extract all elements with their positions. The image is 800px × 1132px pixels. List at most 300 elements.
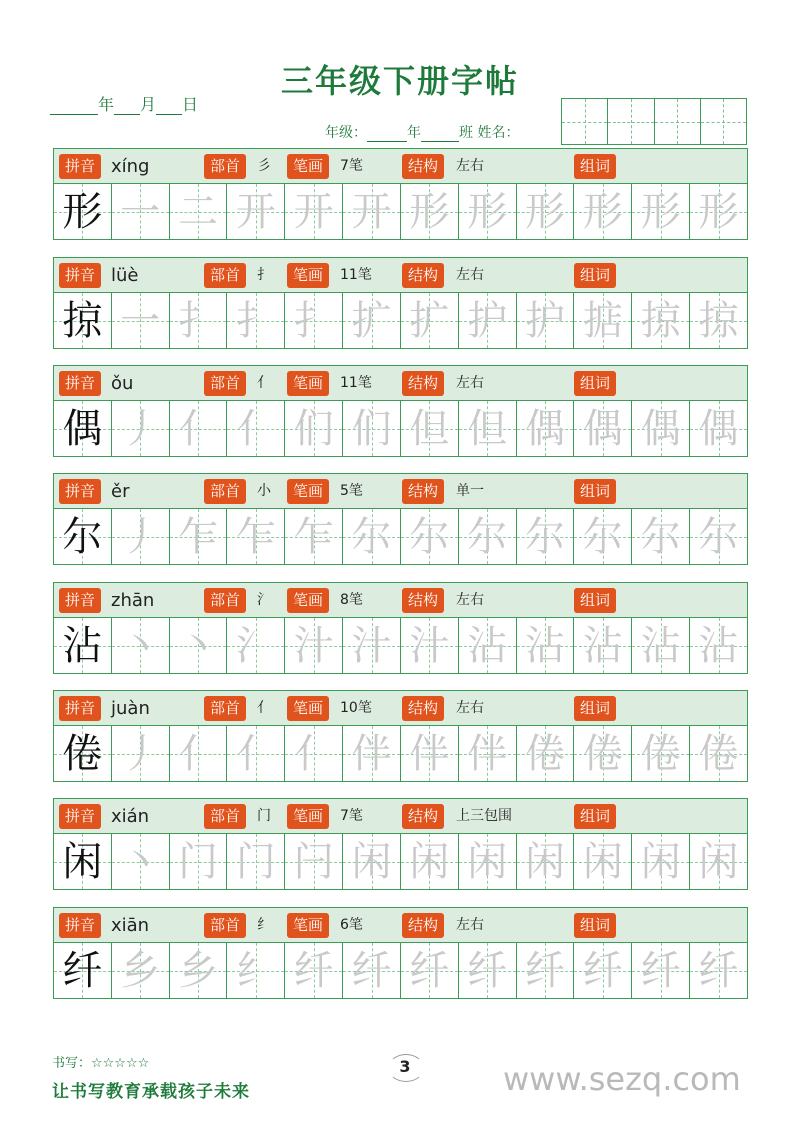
grid-cell[interactable] [401, 618, 459, 673]
trace-stroke: 开 [235, 188, 276, 235]
grid-cell[interactable] [632, 943, 690, 998]
trace-stroke: 倦 [582, 730, 623, 777]
trace-stroke: 扌 [293, 297, 334, 344]
writing-grid [53, 834, 748, 890]
trace-stroke: 纤 [525, 947, 566, 994]
grid-cell[interactable] [227, 509, 285, 564]
grid-cell[interactable] [112, 509, 170, 564]
grid-cell[interactable] [401, 184, 459, 239]
trace-stroke: 丿 [120, 405, 161, 452]
grid-cell[interactable] [574, 293, 632, 348]
pinyin-tag: 拼音 [59, 588, 101, 613]
structure-tag: 结构 [402, 913, 444, 938]
trace-stroke: 倦 [525, 730, 566, 777]
trace-stroke: 尔 [525, 513, 566, 560]
grid-cell[interactable] [517, 509, 575, 564]
year-label: 年 [98, 95, 115, 114]
strokes-value: 8笔 [340, 592, 363, 608]
trace-stroke: 但 [467, 405, 508, 452]
trace-stroke: 开 [351, 188, 392, 235]
grid-cell[interactable] [459, 401, 517, 456]
words-tag: 组词 [574, 479, 616, 504]
trace-stroke: 纤 [293, 947, 334, 994]
grid-cell[interactable] [227, 184, 285, 239]
grid-cell[interactable] [632, 293, 690, 348]
trace-stroke: 氵 [235, 622, 276, 669]
grid-cell[interactable] [632, 401, 690, 456]
strokes-tag: 笔画 [287, 696, 329, 721]
grid-cell[interactable] [285, 834, 343, 889]
trace-stroke: 门 [235, 838, 276, 885]
structure-value: 左右 [456, 267, 484, 283]
trace-stroke: 乡 [178, 947, 219, 994]
pinyin-value: ǒu [111, 373, 134, 394]
grid-cell[interactable] [690, 726, 747, 781]
char-block [53, 798, 748, 890]
radical-tag: 部首 [204, 479, 246, 504]
radical-tag: 部首 [204, 804, 246, 829]
words-tag: 组词 [574, 696, 616, 721]
info-bar [53, 582, 748, 618]
grid-cell[interactable] [112, 943, 170, 998]
trace-stroke: 尔 [698, 513, 739, 560]
grid-cell[interactable] [517, 293, 575, 348]
radical-value: 纟 [257, 917, 271, 933]
info-bar [53, 257, 748, 293]
year-word: 年 [407, 125, 421, 141]
trace-stroke: 闲 [525, 838, 566, 885]
char-block [53, 365, 748, 457]
class-word: 班 [459, 125, 473, 141]
writing-grid [53, 618, 748, 674]
trace-stroke: 尔 [640, 513, 681, 560]
grid-cell-main [54, 184, 112, 239]
trace-stroke: 丶 [120, 622, 161, 669]
char-block [53, 907, 748, 999]
grid-cell[interactable] [459, 726, 517, 781]
grade-label: 年级： [325, 125, 367, 141]
trace-stroke: 伴 [351, 730, 392, 777]
grid-cell[interactable] [517, 726, 575, 781]
grid-cell[interactable] [227, 618, 285, 673]
month-label: 月 [140, 95, 157, 114]
grid-cell[interactable] [343, 834, 401, 889]
main-character: 倦 [62, 730, 103, 777]
grid-cell[interactable] [401, 726, 459, 781]
pinyin-tag: 拼音 [59, 913, 101, 938]
grid-cell[interactable] [285, 726, 343, 781]
structure-value: 左右 [456, 375, 484, 391]
grid-cell[interactable] [112, 618, 170, 673]
grid-cell[interactable] [690, 401, 747, 456]
trace-stroke: 形 [467, 188, 508, 235]
grid-cell[interactable] [401, 401, 459, 456]
pinyin-value: ěr [111, 481, 130, 502]
info-bar [53, 690, 748, 726]
structure-tag: 结构 [402, 588, 444, 613]
words-tag: 组词 [574, 588, 616, 613]
grid-cell[interactable] [401, 509, 459, 564]
grid-cell[interactable] [459, 618, 517, 673]
pinyin-value: xiān [111, 915, 150, 936]
grid-cell[interactable] [227, 401, 285, 456]
trace-stroke: 纤 [409, 947, 450, 994]
grid-cell[interactable] [574, 509, 632, 564]
grid-cell[interactable] [170, 834, 228, 889]
strokes-tag: 笔画 [287, 804, 329, 829]
trace-stroke: 乍 [178, 513, 219, 560]
trace-stroke: 倦 [640, 730, 681, 777]
grid-cell[interactable] [343, 618, 401, 673]
trace-stroke: 亻 [178, 730, 219, 777]
structure-value: 左右 [456, 158, 484, 174]
structure-tag: 结构 [402, 371, 444, 396]
structure-value: 左右 [456, 917, 484, 933]
grid-cell[interactable] [285, 618, 343, 673]
trace-stroke: 伴 [409, 730, 450, 777]
pinyin-tag: 拼音 [59, 154, 101, 179]
trace-stroke: 丶 [178, 622, 219, 669]
writing-grid [53, 726, 748, 782]
grid-cell[interactable] [459, 184, 517, 239]
pinyin-value: xíng [111, 156, 150, 177]
strokes-tag: 笔画 [287, 913, 329, 938]
grid-cell[interactable] [170, 618, 228, 673]
info-bar [53, 148, 748, 184]
grid-cell[interactable] [343, 509, 401, 564]
trace-stroke: 闩 [293, 838, 334, 885]
grid-cell[interactable] [285, 509, 343, 564]
radical-value: 门 [257, 808, 271, 824]
grid-cell[interactable] [690, 509, 747, 564]
radical-value: 亻 [257, 700, 271, 716]
trace-stroke: 沾 [698, 622, 739, 669]
structure-value: 单一 [456, 483, 484, 499]
trace-stroke: 丶 [120, 838, 161, 885]
grid-cell[interactable] [690, 293, 747, 348]
char-block [53, 582, 748, 674]
trace-stroke: 开 [293, 188, 334, 235]
trace-stroke: 闲 [640, 838, 681, 885]
trace-stroke: 倦 [698, 730, 739, 777]
trace-stroke: 偶 [698, 405, 739, 452]
main-character: 闲 [62, 838, 103, 885]
grid-cell[interactable] [690, 834, 747, 889]
grid-cell[interactable] [112, 293, 170, 348]
radical-tag: 部首 [204, 154, 246, 179]
main-character: 纤 [62, 947, 103, 994]
grid-cell[interactable] [285, 184, 343, 239]
trace-stroke: 闲 [582, 838, 623, 885]
structure-value: 左右 [456, 700, 484, 716]
trace-stroke: 亻 [235, 730, 276, 777]
trace-stroke: 乡 [120, 947, 161, 994]
slogan: 让书写教育承载孩子未来 [52, 1082, 250, 1102]
trace-stroke: 汁 [293, 622, 334, 669]
grid-cell[interactable] [112, 834, 170, 889]
strokes-tag: 笔画 [287, 371, 329, 396]
pinyin-tag: 拼音 [59, 263, 101, 288]
pinyin-value: zhān [111, 590, 155, 611]
trace-stroke: 纤 [698, 947, 739, 994]
words-tag: 组词 [574, 371, 616, 396]
grid-cell[interactable] [343, 401, 401, 456]
trace-stroke: 们 [293, 405, 334, 452]
trace-stroke: 纤 [582, 947, 623, 994]
trace-stroke: 尔 [351, 513, 392, 560]
grid-cell[interactable] [632, 834, 690, 889]
grid-cell[interactable] [112, 726, 170, 781]
strokes-tag: 笔画 [287, 154, 329, 179]
trace-stroke: 亻 [293, 730, 334, 777]
grid-cell[interactable] [343, 293, 401, 348]
trace-stroke: 纤 [467, 947, 508, 994]
radical-value: 小 [257, 483, 271, 499]
trace-stroke: 护 [467, 297, 508, 344]
trace-stroke: 形 [409, 188, 450, 235]
grid-cell[interactable] [170, 293, 228, 348]
trace-stroke: 尔 [467, 513, 508, 560]
strokes-value: 6笔 [340, 917, 363, 933]
radical-value: 氵 [257, 592, 271, 608]
radical-value: 亻 [257, 375, 271, 391]
radical-tag: 部首 [204, 696, 246, 721]
grid-cell[interactable] [112, 401, 170, 456]
grid-cell[interactable] [170, 726, 228, 781]
grid-cell[interactable] [401, 834, 459, 889]
trace-stroke: 纟 [235, 947, 276, 994]
grid-cell[interactable] [170, 184, 228, 239]
name-writing-grid[interactable] [561, 98, 747, 145]
trace-stroke: 二 [178, 188, 219, 235]
strokes-value: 7笔 [340, 808, 363, 824]
radical-value: 彡 [257, 158, 271, 174]
strokes-tag: 笔画 [287, 263, 329, 288]
trace-stroke: 亻 [178, 405, 219, 452]
trace-stroke: 扩 [351, 297, 392, 344]
grid-cell[interactable] [227, 943, 285, 998]
main-character: 掠 [62, 297, 103, 344]
trace-stroke: 掂 [582, 297, 623, 344]
day-label: 日 [182, 95, 199, 114]
char-block [53, 148, 748, 240]
trace-stroke: 纤 [351, 947, 392, 994]
trace-stroke: 们 [351, 405, 392, 452]
info-bar [53, 365, 748, 401]
main-character: 尔 [62, 513, 103, 560]
structure-tag: 结构 [402, 154, 444, 179]
char-block [53, 690, 748, 782]
trace-stroke: 闲 [698, 838, 739, 885]
writing-grid [53, 943, 748, 999]
grid-cell[interactable] [343, 184, 401, 239]
grid-cell[interactable] [574, 618, 632, 673]
trace-stroke: 乍 [293, 513, 334, 560]
grid-cell[interactable] [574, 943, 632, 998]
strokes-value: 11笔 [340, 375, 372, 391]
grid-cell[interactable] [112, 184, 170, 239]
radical-tag: 部首 [204, 588, 246, 613]
pinyin-tag: 拼音 [59, 371, 101, 396]
trace-stroke: 沾 [640, 622, 681, 669]
structure-value: 上三包围 [456, 808, 512, 824]
pinyin-value: juàn [111, 698, 150, 719]
grid-cell[interactable] [285, 943, 343, 998]
words-tag: 组词 [574, 913, 616, 938]
main-character: 沾 [62, 622, 103, 669]
grid-cell-main [54, 726, 112, 781]
grid-cell[interactable] [574, 401, 632, 456]
grid-cell[interactable] [459, 834, 517, 889]
trace-stroke: 乍 [235, 513, 276, 560]
trace-stroke: 纤 [640, 947, 681, 994]
trace-stroke: 偶 [640, 405, 681, 452]
writing-grid [53, 509, 748, 565]
grid-cell[interactable] [632, 184, 690, 239]
info-bar [53, 473, 748, 509]
pinyin-value: lüè [111, 265, 139, 286]
trace-stroke: 亻 [235, 405, 276, 452]
grid-cell[interactable] [459, 509, 517, 564]
trace-stroke: 汁 [409, 622, 450, 669]
structure-tag: 结构 [402, 479, 444, 504]
strokes-value: 5笔 [340, 483, 363, 499]
words-tag: 组词 [574, 154, 616, 179]
pinyin-tag: 拼音 [59, 696, 101, 721]
grid-cell[interactable] [517, 834, 575, 889]
grid-cell[interactable] [227, 834, 285, 889]
grid-cell[interactable] [517, 401, 575, 456]
grid-cell[interactable] [227, 293, 285, 348]
class-line [325, 122, 519, 142]
grid-cell[interactable] [401, 943, 459, 998]
trace-stroke: 门 [178, 838, 219, 885]
grid-cell[interactable] [170, 509, 228, 564]
grid-cell-main [54, 618, 112, 673]
trace-stroke: 一 [120, 297, 161, 344]
trace-stroke: 汁 [351, 622, 392, 669]
trace-stroke: 扌 [178, 297, 219, 344]
grid-cell[interactable] [343, 726, 401, 781]
writing-grid [53, 293, 748, 349]
structure-tag: 结构 [402, 263, 444, 288]
info-bar [53, 798, 748, 834]
strokes-value: 11笔 [340, 267, 372, 283]
grid-cell[interactable] [517, 618, 575, 673]
grid-cell[interactable] [690, 618, 747, 673]
trace-stroke: 沾 [582, 622, 623, 669]
trace-stroke: 伴 [467, 730, 508, 777]
grid-cell[interactable] [632, 509, 690, 564]
strokes-value: 10笔 [340, 700, 372, 716]
grid-cell[interactable] [690, 184, 747, 239]
grid-cell[interactable] [517, 943, 575, 998]
grid-cell-main [54, 834, 112, 889]
grid-cell[interactable] [517, 184, 575, 239]
grid-cell[interactable] [227, 726, 285, 781]
trace-stroke: 闲 [409, 838, 450, 885]
grid-cell[interactable] [690, 943, 747, 998]
name-label: 姓名： [477, 125, 520, 141]
main-character: 形 [62, 188, 103, 235]
grid-cell[interactable] [574, 834, 632, 889]
grid-cell[interactable] [459, 943, 517, 998]
trace-stroke: 沾 [467, 622, 508, 669]
trace-stroke: 尔 [582, 513, 623, 560]
strokes-value: 7笔 [340, 158, 363, 174]
date-line [50, 92, 198, 115]
trace-stroke: 掠 [640, 297, 681, 344]
rating-line: 书写：☆☆☆☆☆ [52, 1056, 150, 1071]
grid-cell[interactable] [632, 726, 690, 781]
grid-cell[interactable] [285, 401, 343, 456]
trace-stroke: 扩 [409, 297, 450, 344]
writing-grid [53, 184, 748, 240]
grid-cell-main [54, 293, 112, 348]
grid-cell[interactable] [343, 943, 401, 998]
trace-stroke: 形 [698, 188, 739, 235]
trace-stroke: 沾 [525, 622, 566, 669]
trace-stroke: 闲 [351, 838, 392, 885]
trace-stroke: 丿 [120, 730, 161, 777]
radical-tag: 部首 [204, 263, 246, 288]
char-block [53, 473, 748, 565]
trace-stroke: 掠 [698, 297, 739, 344]
trace-stroke: 形 [582, 188, 623, 235]
words-tag: 组词 [574, 263, 616, 288]
trace-stroke: 偶 [525, 405, 566, 452]
trace-stroke: 护 [525, 297, 566, 344]
strokes-tag: 笔画 [287, 479, 329, 504]
trace-stroke: 尔 [409, 513, 450, 560]
page-title: 三年级下册字帖 [280, 62, 519, 100]
grid-cell-main [54, 509, 112, 564]
trace-stroke: 形 [525, 188, 566, 235]
structure-value: 左右 [456, 592, 484, 608]
grid-cell[interactable] [459, 293, 517, 348]
structure-tag: 结构 [402, 696, 444, 721]
grid-cell[interactable] [574, 726, 632, 781]
grid-cell[interactable] [632, 618, 690, 673]
radical-tag: 部首 [204, 371, 246, 396]
pinyin-value: xián [111, 806, 150, 827]
grid-cell[interactable] [285, 293, 343, 348]
grid-cell[interactable] [574, 184, 632, 239]
trace-stroke: 偶 [582, 405, 623, 452]
page-number-value: 3 [399, 1057, 411, 1076]
grid-cell[interactable] [401, 293, 459, 348]
strokes-tag: 笔画 [287, 588, 329, 613]
info-bar [53, 907, 748, 943]
grid-cell[interactable] [170, 943, 228, 998]
grid-cell-main [54, 401, 112, 456]
grid-cell[interactable] [170, 401, 228, 456]
pinyin-tag: 拼音 [59, 804, 101, 829]
radical-value: 扌 [257, 267, 271, 283]
trace-stroke: 扌 [235, 297, 276, 344]
writing-grid [53, 401, 748, 457]
trace-stroke: 闲 [467, 838, 508, 885]
grid-cell-main [54, 943, 112, 998]
char-block [53, 257, 748, 349]
words-tag: 组词 [574, 804, 616, 829]
pinyin-tag: 拼音 [59, 479, 101, 504]
radical-tag: 部首 [204, 913, 246, 938]
page-number [380, 1052, 430, 1082]
trace-stroke: 丿 [120, 513, 161, 560]
watermark: www.sezq.com [503, 1060, 741, 1098]
main-character: 偶 [62, 405, 103, 452]
